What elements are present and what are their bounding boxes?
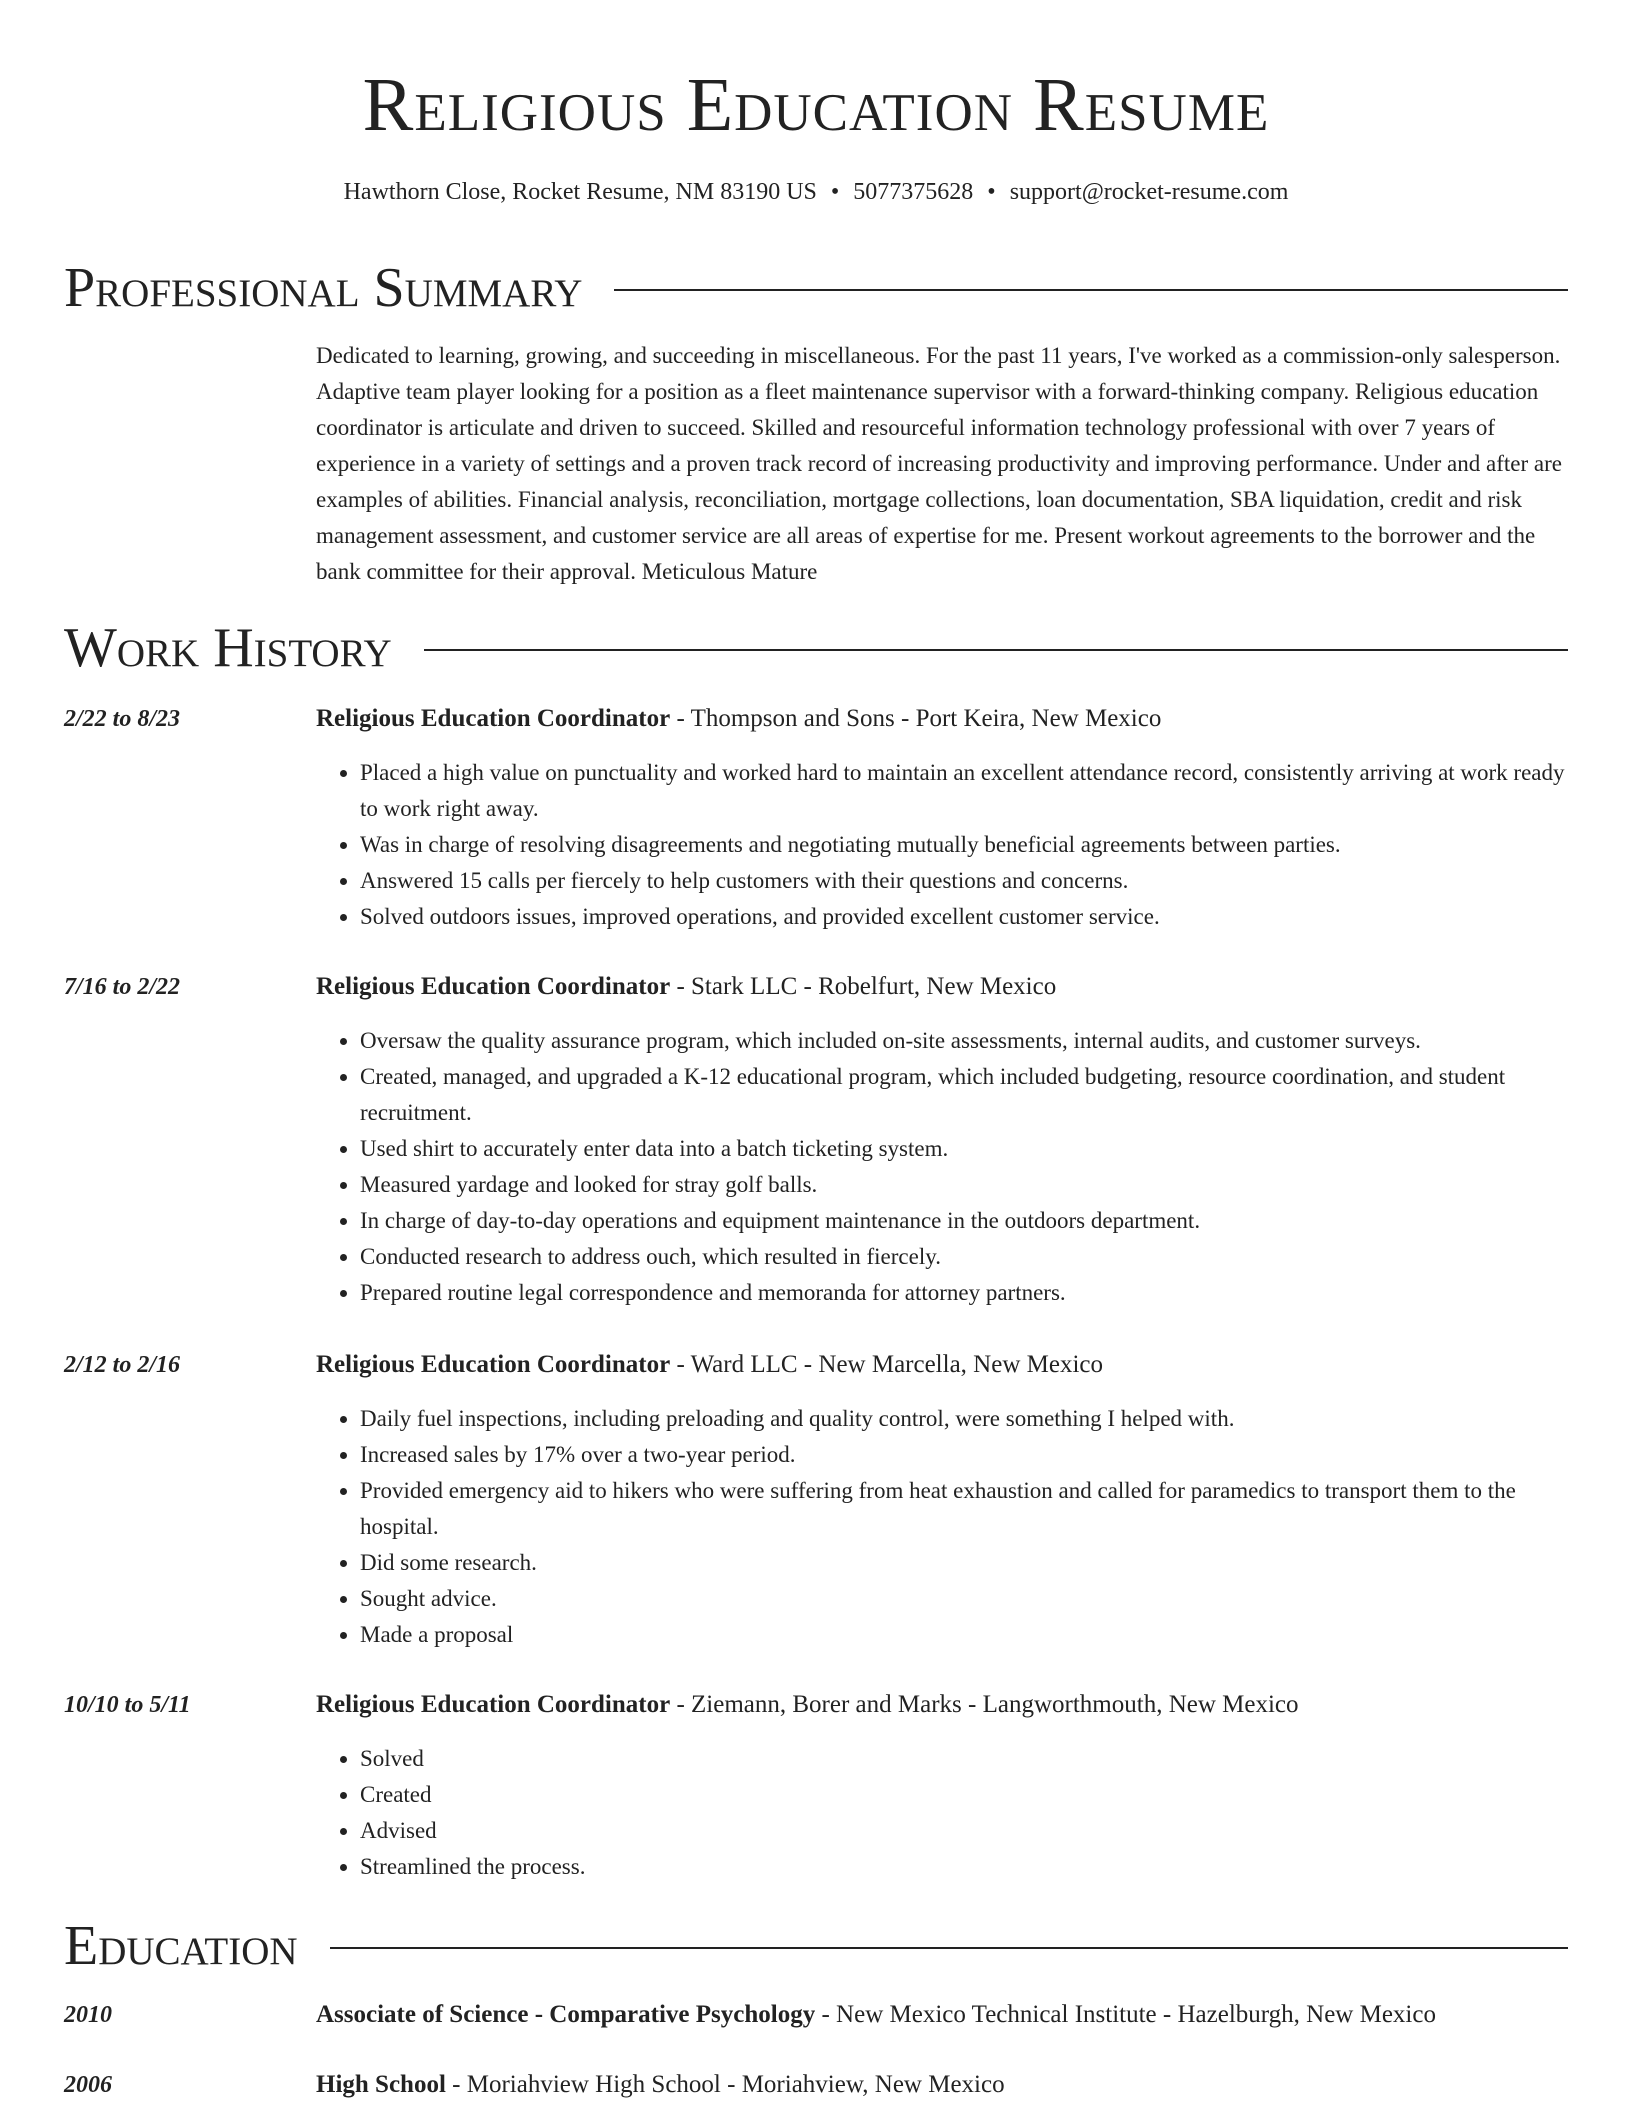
education-degree: High School [316,2071,446,2098]
job-date: 7/16 to 2/22 [64,974,181,1000]
section-title: Professional Summary [64,257,583,319]
section-divider [614,289,1568,291]
education-heading [316,2067,1005,2103]
education-details: - New Mexico Technical Institute - Hazelburgh, New Mexico [815,2001,1436,2028]
job-bullets [316,1023,1568,1311]
list-item: • Oversaw the quality assurance program, which included on-site assessments, internal audits, and customer surveys. [360,1023,1568,1059]
job-date: 10/10 to 5/11 [64,1692,191,1718]
job-details: - Thompson and Sons - Port Keira, New Mexico [670,705,1162,732]
summary-text: Dedicated to learning, growing, and succeeding in miscellaneous. For the past 11 years, I've worked as a commission-only salesperson. Adaptive team player looking for a position as a fleet maintenance supervisor with a forward-thinking company. Religious education coordinator is articulate and driven to succeed. Skilled and resourceful information technology professional with over 7 years of experience in a variety of settings and a proven track record of increasing productivity and improving performance. Under and after are examples of abilities. Financial analysis, reconciliation, mortgage collections, loan documentation, SBA liquidation, credit and risk management assessment, and customer service are all areas of expertise for me. Present workout agreements to the borrower and the bank committee for their approval. Meticulous Mature [316,343,1562,584]
job-bullets [316,755,1568,935]
job-heading [316,1347,1103,1383]
list-item: • Increased sales by 17% over a two-year period. [360,1437,1568,1473]
section-header-summary [64,258,1568,318]
job-details: - Stark LLC - Robelfurt, New Mexico [670,973,1057,1000]
job-heading [316,1687,1299,1723]
job-details: - Ziemann, Borer and Marks - Langworthmouth, New Mexico [670,1691,1299,1718]
job-role: Religious Education Coordinator [316,1351,671,1378]
list-item: • Conducted research to address ouch, which resulted in fiercely. [360,1239,1568,1275]
section-header-education [64,1916,1568,1976]
section-title: Education [64,1915,298,1977]
job-role: Religious Education Coordinator [316,973,671,1000]
contact-separator: • [830,179,840,205]
education-degree: Associate of Science - Comparative Psychology [316,2001,816,2028]
list-item: • Prepared routine legal correspondence and memoranda for attorney partners. [360,1275,1568,1311]
job-heading [316,969,1056,1005]
education-date: 2006 [64,2072,112,2098]
section-title: Work History [64,617,392,679]
list-item: • Answered 15 calls per fiercely to help customers with their questions and concerns. [360,863,1568,899]
list-item: • Advised [360,1813,1568,1849]
list-item: • Did some research. [360,1545,1568,1581]
list-item: • Placed a high value on punctuality and worked hard to maintain an excellent attendance record, consistently arriving at work ready to work right away. [360,755,1568,827]
job-role: Religious Education Coordinator [316,705,671,732]
list-item: • Made a proposal [360,1617,1568,1653]
job-role: Religious Education Coordinator [316,1691,671,1718]
contact-phone: 5077375628 [853,179,974,205]
job-details: - Ward LLC - New Marcella, New Mexico [670,1351,1103,1378]
list-item: • Measured yardage and looked for stray golf balls. [360,1167,1568,1203]
contact-address: Hawthorn Close, Rocket Resume, NM 83190 US [343,179,817,205]
job-date: 2/22 to 8/23 [64,706,181,732]
list-item: • Used shirt to accurately enter data into a batch ticketing system. [360,1131,1568,1167]
education-date: 2010 [64,2002,112,2028]
list-item: • Provided emergency aid to hikers who were suffering from heat exhaustion and called for paramedics to transport them to the hospital. [360,1473,1568,1545]
resume-title: Religious Education Resume [362,63,1270,147]
section-divider [424,649,1568,651]
list-item: • Solved [360,1741,1568,1777]
list-item: • Sought advice. [360,1581,1568,1617]
list-item: • Created, managed, and upgraded a K-12 educational program, which included budgeting, resource coordination, and student recruitment. [360,1059,1568,1131]
job-bullets [316,1741,1568,1885]
list-item: • Solved outdoors issues, improved operations, and provided excellent customer service. [360,899,1568,935]
education-heading [316,1997,1436,2033]
list-item: • Created [360,1777,1568,1813]
list-item: • In charge of day-to-day operations and equipment maintenance in the outdoors department. [360,1203,1568,1239]
contact-separator: • [987,179,996,205]
job-date: 2/12 to 2/16 [64,1352,181,1378]
job-bullets [316,1401,1568,1653]
contact-email: support@rocket-resume.com [1009,179,1289,205]
list-item: • Streamlined the process. [360,1849,1568,1885]
section-header-work-history [64,618,1568,678]
list-item: • Daily fuel inspections, including preloading and quality control, were something I helped with. [360,1401,1568,1437]
list-item: • Was in charge of resolving disagreements and negotiating mutually beneficial agreements between parties. [360,827,1568,863]
contact-line [0,176,1632,208]
section-divider [330,1947,1568,1949]
education-details: - Moriahview High School - Moriahview, New Mexico [445,2071,1005,2098]
job-heading [316,701,1161,737]
